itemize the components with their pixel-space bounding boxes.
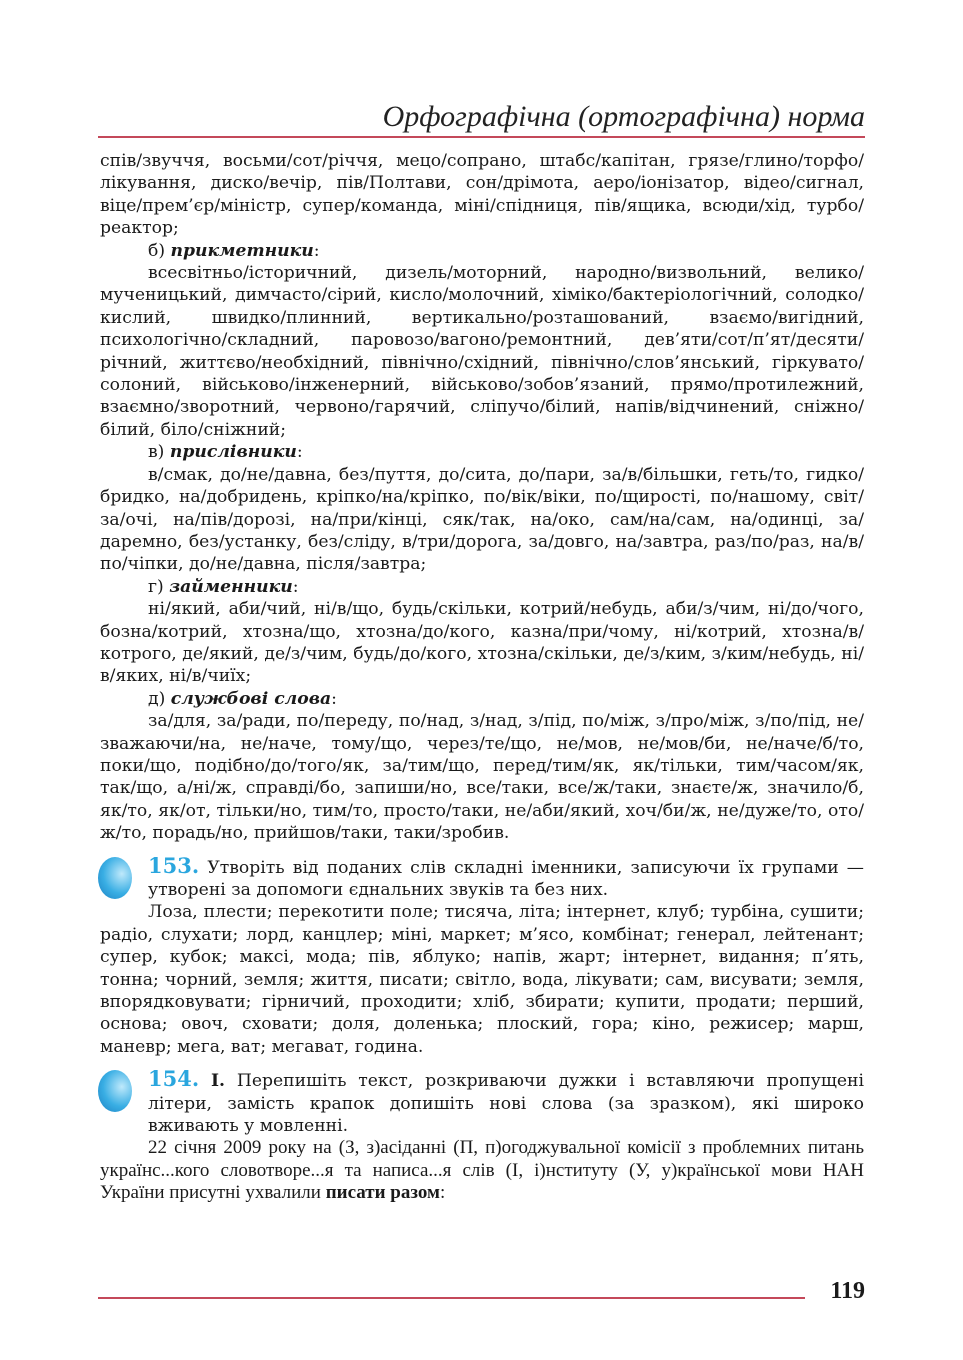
footer-divider bbox=[98, 1297, 805, 1299]
task-text: 22 січня 2009 року на (З, з)асіданні (П, п)огоджувальної комісії з проблемних питань українс...кого словотворе...я та написа...я слів (І, і)нституту (У, у)країнської мови НАН України присутні ухвалили писати разом: bbox=[100, 1137, 864, 1204]
task-instruction: 153. Утворіть від поданих слів складні іменники, записуючи їх групами — утворені за допомоги єднальних звуків та без них. bbox=[148, 852, 864, 900]
task-number: 153. bbox=[148, 852, 200, 878]
section-label: займенники bbox=[169, 576, 293, 597]
section-adjectives-heading: б) прикметники: bbox=[148, 240, 320, 261]
section-adverbs-heading: в) прислівники: bbox=[148, 442, 303, 463]
task-154 bbox=[100, 1068, 864, 1204]
emphasis: писати разом bbox=[325, 1182, 440, 1204]
page-number: 119 bbox=[830, 1278, 865, 1304]
pronouns-examples: ні/який, аби/чий, ні/в/що, будь/скільки, котрий/небудь, аби/з/чим, ні/до/чого, бозна/котрий, хтозна/що, хтозна/до/кого, казна/при/чому, ні/котрий, хтозна/в/котрого, де/який, де/з/чим, будь/до/кого, хтозна/скільки, де/з/ким, з/ким/небудь, ні/в/яких, ні/в/чиїх; bbox=[100, 599, 864, 687]
section-label: прикметники bbox=[170, 240, 314, 261]
section-pronouns-heading: г) займенники: bbox=[148, 576, 299, 597]
task-153 bbox=[100, 852, 864, 1059]
section-label: службові слова bbox=[170, 688, 332, 709]
page-header-title: Орфографічна (ортографічна) норма bbox=[382, 100, 865, 133]
adverbs-examples: в/смак, до/не/давна, без/пуття, до/сита, до/пари, за/в/більшки, геть/то, гидко/бридко, на/добридень, кріпко/на/кріпко, по/вік/віки, по/щирості, по/нашому, світ/за/очі, на/пів/дорозі, на/при/кінці, сяк/так, на/око, сам/на/сам, на/одинці, за/даремно, без/устанку, без/сліду, в/три/дорога, за/довго, на/завтра, раз/по/раз, на/в/по/чіпки, до/не/давна, після/завтра; bbox=[100, 464, 864, 575]
task-number: 154. bbox=[148, 1066, 200, 1092]
section-function-words-heading: д) службові слова: bbox=[148, 688, 337, 709]
page-content bbox=[100, 150, 864, 1205]
task-marker-icon bbox=[98, 1070, 132, 1112]
function-words-examples: за/для, за/ради, по/переду, по/над, з/над, з/під, по/між, з/про/між, з/по/під, не/зважаючи/на, не/наче, тому/що, через/те/що, не/мов, не/мов/би, не/наче/б/то, поки/що, подібно/до/того/як, за/тим/що, перед/тим/як, як/тільки, тим/часом/як, так/що, а/ні/ж, справді/бо, запиши/но, все/таки, все/ж/таки, знаєте/ж, значило/б, як/то, як/от, тільки/но, тим/то, просто/таки, не/аби/який, хоч/би/ж, не/дуже/то, ото/ж/то, порадь/но, прийшов/таки, таки/зробив. bbox=[100, 711, 864, 844]
adjectives-examples: всесвітньо/історичний, дизель/моторний, народно/визвольний, велико/мученицький, димчасто/сірий, кисло/молочний, хіміко/бактеріологічний, солодко/кислий, швидко/плинний, вертикально/розташований, взаємо/вигідний, психологічно/складний, паровозо/вагоно/ремонтний, дев’яти/сот/п’ят/десяти/річний, життєво/необхідний, північно/східний, північно/слов’янський, гіркувато/солоний, військово/інженерний, військово/зобов’язаний, прямо/протилежний, взаємно/зворотний, червоно/гарячий, сліпучо/білий, напів/відчинений, сніжно/білий, біло/сніжний; bbox=[100, 263, 864, 440]
nouns-examples: спів/звуччя, восьми/сот/річчя, мецо/сопрано, штабс/капітан, грязе/глино/торфо/лікування, диско/вечір, пів/Полтави, сон/дрімота, аеро/іонізатор, відео/сигнал, віце/прем’єр/міністр, супер/команда, міні/спідниця, пів/ящика, всюди/хід, турбо/реактор; bbox=[100, 151, 864, 239]
section-label: прислівники bbox=[169, 442, 297, 463]
task-instruction: 154. І. Перепишіть текст, розкриваючи дужки і вставляючи пропущені літери, замість крапок допишіть нові слова (за зразком), які широко вживають у мовленні. bbox=[148, 1066, 864, 1137]
header-divider bbox=[98, 136, 865, 138]
task-part: І. bbox=[210, 1071, 226, 1092]
task-words: Лоза, плести; перекотити поле; тисяча, літа; інтернет, клуб; турбіна, сушити; радіо, слухати; лорд, канцлер; міні, маркет; м’ясо, комбінат; генерал, лейтенант; супер, кубок; максі, мода; пів, яблуко; напів, жарт; інтернет, видання; п’ять, тонна; чорний, земля; життя, писати; світло, вода, лікувати; сам, висувати; земля, впорядковувати; гірничий, проходити; хліб, збирати; купити, продати; перший, основа; овоч, сховати; доля, доленька; плоский, гора; кіно, режисер; марш, маневр; мега, ват; мегават, година. bbox=[100, 902, 864, 1057]
task-marker-icon bbox=[98, 857, 132, 899]
